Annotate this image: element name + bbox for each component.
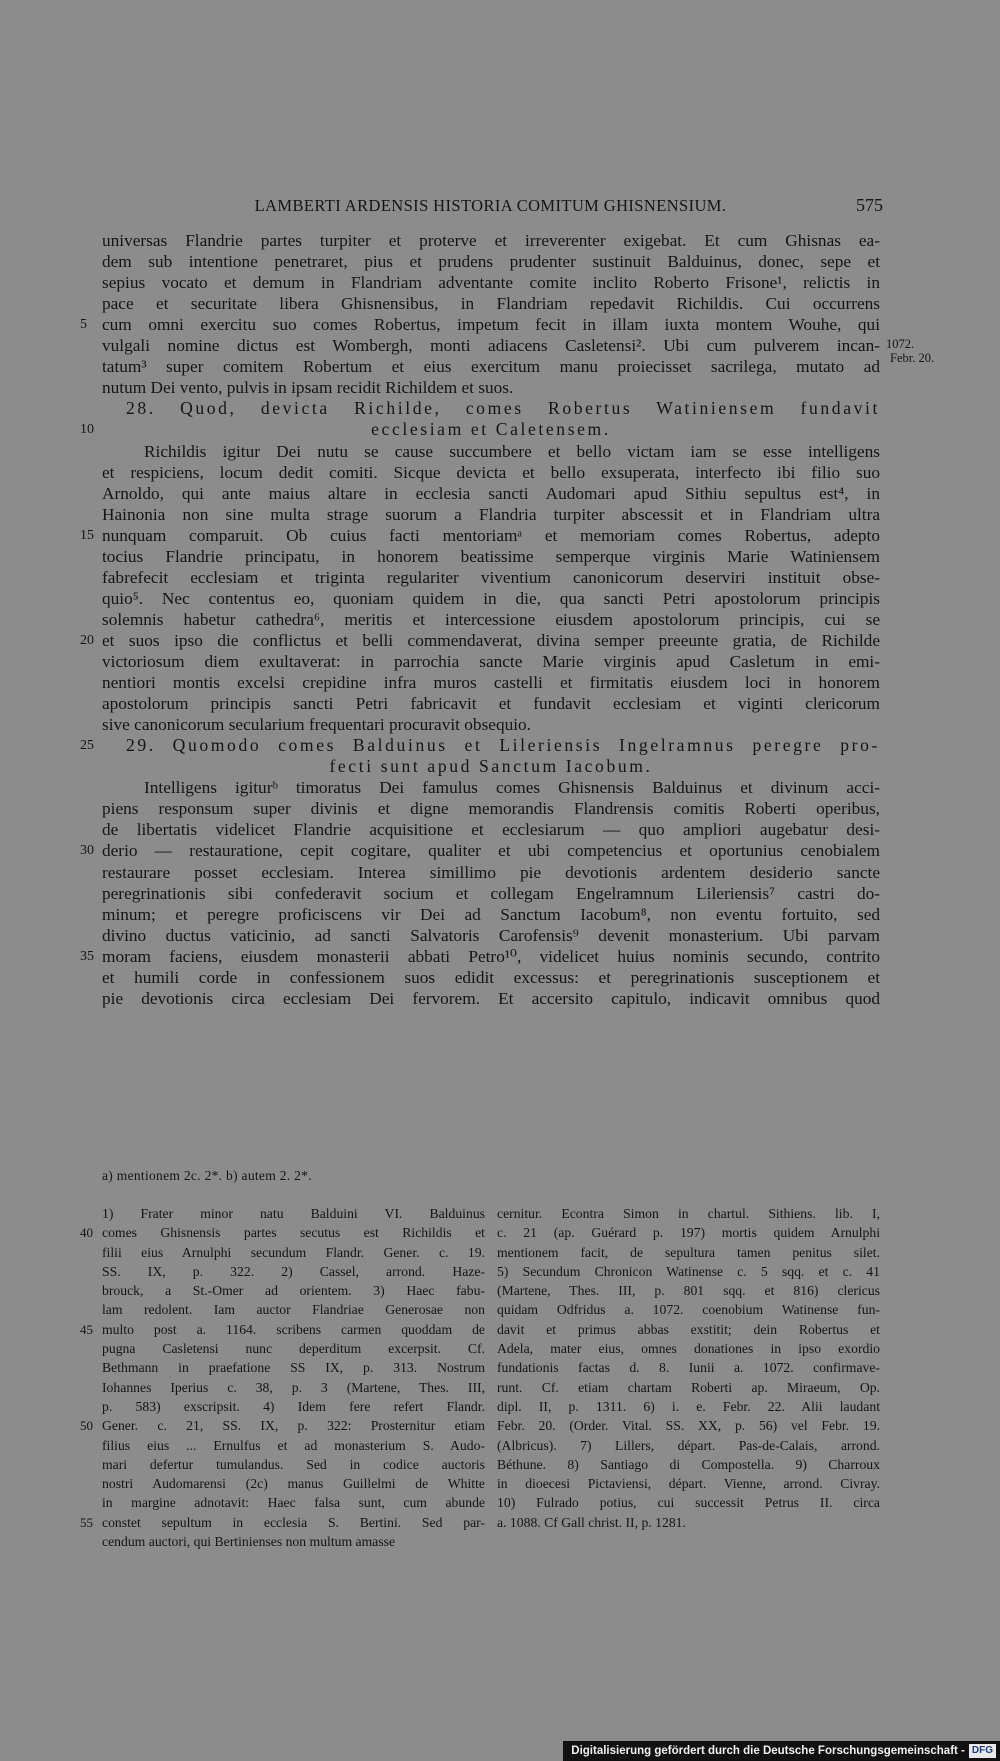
footer-text: Digitalisierung gefördert durch die Deutsche Forschungsgemeinschaft - (571, 1745, 965, 1757)
text-line: solemnis habetur cathedra⁶, meritis et intercessione eiusdem apostolorum principis, cui se (102, 609, 880, 629)
text-line: quio⁵. Nec contentus eo, quoniam quidem in die, qua sancti Petri apostolorum principis (102, 588, 880, 608)
footnote-line: comes Ghisnensis partes secutus est Richildis et (102, 1225, 485, 1241)
text-line: pie devotionis circa ecclesiam Dei fervorem. Et accersito capitulo, indicavit omnibus quod (102, 988, 880, 1008)
line-number: 15 (80, 527, 94, 543)
text-line: fabrefecit ecclesiam et triginta regulariter viventium canonicorum deserviri instituit obse- (102, 567, 880, 587)
footnote-line: runt. Cf. etiam chartam Roberti ap. Miraeum, Op. (497, 1379, 880, 1395)
footnote-line: (Albricus). 7) Lillers, départ. Pas-de-Calais, arrond. (497, 1437, 880, 1453)
text-line: universas Flandrie partes turpiter et proterve et irreverenter exigebat. Et cum Ghisnas ea- (102, 231, 880, 250)
footnote-line: brouck, a St.-Omer ad orientem. 3) Haec fabu- (102, 1283, 485, 1299)
footnote-line: dipl. II, p. 1311. 6) i. e. Febr. 22. Alii laudant (497, 1398, 880, 1414)
footnote-line-number: 45 (80, 1321, 93, 1337)
footnote-line: filius eius ... Ernulfus et ad monasterium S. Audo- (102, 1437, 485, 1453)
footnotes-left-column (102, 1204, 485, 1551)
dfg-logo: DFG (969, 1744, 996, 1758)
footnote-line: p. 583) exscripsit. 4) Idem fere refert Flandr. (102, 1398, 485, 1414)
text-line: moram faciens, eiusdem monasterii abbati Petro¹⁰, videlicet huius nominis secundo, contrito (102, 946, 880, 966)
footnote-line: lam redolent. Iam auctor Flandriae Generosae non (102, 1302, 485, 1318)
footnote-line: Béthune. 8) Santiago di Compostella. 9) Charroux (497, 1456, 880, 1472)
footnote-line: mari defertur tumulandus. Sed in codice auctoris (102, 1456, 485, 1472)
footnote-line: Gener. c. 21, SS. IX, p. 322: Prosternitur etiam (102, 1418, 485, 1434)
margin-date-note (886, 337, 934, 365)
line-number: 30 (80, 843, 94, 859)
footnote-line: SS. IX, p. 322. 2) Cassel, arrond. Haze- (102, 1263, 485, 1279)
footnote-line: 5) Secundum Chronicon Watinense c. 5 sqq. et c. 41 (497, 1263, 880, 1279)
footnote-line: 1) Frater minor natu Balduini VI. Balduinus (102, 1206, 485, 1221)
footnote-line: nostri Audomarensi (2c) manus Guillelmi de Whitte (102, 1476, 485, 1492)
footnote-line: pugna Casletensi nunc deperditum excerpsit. Cf. (102, 1341, 485, 1357)
footnote-line: (Martene, Thes. III, p. 801 sqq. et 816) clericus (497, 1283, 880, 1299)
line-number: 20 (80, 632, 94, 648)
text-line: cum omni exercitu suo comes Robertus, impetum fecit in illam iuxta montem Wouhe, qui (102, 315, 880, 335)
footnote-line: filii eius Arnulphi secundum Flandr. Gener. c. 19. (102, 1244, 485, 1260)
footnote-line: mentionem facit, de sepultura tamen penitus silet. (497, 1244, 880, 1260)
text-line: nutum Dei vento, pulvis in ipsam recidit Richildem et suos. (102, 378, 514, 398)
margin-year: 1072. (886, 337, 915, 351)
footnote-line: in dioecesi Pictaviensi, départ. Vienne, arrond. Civray. (497, 1476, 880, 1492)
footnote-line: cernitur. Econtra Simon in chartul. Sithiens. lib. I, (497, 1206, 880, 1221)
text-line: minum; et peregre proficiscens vir Dei ad Sanctum Iacobum⁸, non eventu fortuito, sed (102, 904, 880, 924)
text-line: vulgali nomine dictus est Wombergh, monti adiacens Casletensi². Ubi cum pulverem incan- (102, 336, 880, 356)
text-line: apostolorum principis sancti Petri fabricavit et fundavit ecclesiam et viginti clericorum (102, 694, 880, 714)
line-number: 25 (80, 738, 94, 754)
footnote-line: a. 1088. Cf Gall christ. II, p. 1281. (497, 1514, 686, 1530)
footnote-line-number: 55 (80, 1514, 93, 1530)
footnote-line: Bethmann in praefatione SS IX, p. 313. Nostrum (102, 1360, 485, 1376)
text-line: victoriosum diem exultaverat: in parrochia sancte Marie virginis apud Casletum in emi- (102, 652, 880, 671)
text-line: nentiori montis excelsi crepidine infra muros castelli et firmitatis eiusdem loci in honorem (102, 673, 880, 693)
text-line: Richildis igitur Dei nutu se cause succumbere et bello victam iam se esse intelligens (144, 441, 880, 461)
margin-date: Febr. 20. (890, 351, 935, 365)
textual-variants: a) mentionem 2c. 2*. b) autem 2. 2*. (102, 1168, 312, 1183)
footnote-line: cendum auctori, qui Bertinienses non multum amasse (102, 1534, 396, 1550)
text-line: derio — restauratione, cepit cogitare, qualiter et ubi competencius et oportunius cenobialem (102, 841, 880, 861)
footnotes-right-column (497, 1204, 880, 1532)
footnote-line: multo post a. 1164. scribens carmen quoddam de (102, 1321, 485, 1337)
digitization-footer (563, 1741, 1000, 1761)
text-line: et humili corde in confessionem suos edidit excessus: et peregrinationis susceptionem et (102, 967, 880, 987)
text-line: tocius Flandrie principatu, in honorem beatissime semperque virginis Marie Watiniensem (102, 546, 880, 566)
section-heading-line: 29. Quomodo comes Balduinus et Lileriensis Ingelramnus peregre pro- (126, 735, 880, 756)
footnote-line: Adela, mater eius, omnes donationes in ipso exordio (497, 1341, 880, 1357)
text-line: et suos ipso die conflictus et belli commendaverat, divina semper preeunte gratia, de Richilde (102, 630, 880, 650)
section-heading-line: fecti sunt apud Sanctum Iacobum. (329, 756, 653, 777)
text-line: restaurare posset ecclesiam. Interea simillimo pie devotionis ardentem desiderio sancte (102, 862, 880, 882)
text-line: sepius vocato et demum in Flandriam adventante comite inclito Roberto Frisone¹, relictis in (102, 273, 880, 293)
footnote-line-number: 40 (80, 1225, 93, 1241)
text-line: dem sub intentione penetraret, pius et prudens prudenter sustinuit Balduinus, donec, sepe et (102, 252, 880, 272)
line-number: 10 (80, 422, 94, 438)
running-title: LAMBERTI ARDENSIS HISTORIA COMITUM GHISNENSIUM. (254, 196, 727, 215)
section-heading-line: ecclesiam et Caletensem. (371, 419, 611, 440)
page-number: 575 (856, 195, 883, 215)
text-line: tatum³ super comitem Robertum et eius exercitum manu proiecisset sacrilega, mutato ad (102, 357, 880, 377)
footnote-line: quidam Odfridus a. 1072. coenobium Watinense fun- (497, 1302, 880, 1318)
footnote-line-number: 50 (80, 1418, 93, 1434)
text-line: divino ductus vaticinio, ad sancti Salvatoris Carofensis⁹ devenit monasterium. Ubi parvam (102, 925, 880, 945)
footnote-line: in margine adnotavit: Haec falsa sunt, cum abunde (102, 1495, 485, 1511)
footnote-line: fundationis factas d. 8. Iunii a. 1072. confirmave- (497, 1360, 880, 1376)
line-number: 5 (80, 317, 87, 333)
text-line: pace et securitate libera Ghisnensibus, in Flandriam repedavit Richildis. Cui occurrens (102, 294, 880, 314)
footnote-line: davit et primus abbas exstitit; dein Robertus et (497, 1321, 880, 1337)
section-heading-line: 28. Quod, devicta Richilde, comes Robertus Watiniensem fundavit (126, 398, 880, 419)
text-line: peregrinationis sibi confederavit socium et collegam Engelramnum Lileriensis⁷ castri do- (102, 883, 880, 903)
text-line: Intelligens igiturᵇ timoratus Dei famulus comes Ghisnensis Balduinus et divinum acci- (144, 778, 880, 798)
line-number: 35 (80, 948, 94, 964)
running-header (98, 196, 883, 218)
text-line: Arnoldo, qui ante maius altare in ecclesia sancti Audomari apud Sithiu sepultus est⁴, in (102, 483, 880, 503)
footnote-line: constet sepultum in ecclesia S. Bertini. Sed par- (102, 1514, 485, 1530)
text-line: Hainonia non sine multa strage suorum a Flandria turpiter abscessit et in Flandriam ultra (102, 504, 880, 524)
text-line: de libertatis videlicet Flandrie acquisitione et ecclesiarum — quo ampliori augebatur desi- (102, 820, 880, 840)
text-line: et respiciens, locum dedit comiti. Sicque devicta et bello exsuperata, interfecto ibi filio suo (102, 462, 880, 482)
text-line: piens responsum super divinis et digne memorandis Flandrensis comitis Roberti operibus, (102, 799, 880, 819)
text-line: sive canonicorum secularium frequentari procuravit obsequio. (102, 715, 532, 735)
text-line: nunquam comparuit. Ob cuius facti mentoriamᵃ et memoriam comes Robertus, adepto (102, 525, 880, 545)
footnote-line: Iohannes Iperius c. 38, p. 3 (Martene, Thes. III, (102, 1379, 485, 1395)
footnote-line: c. 21 (ap. Guérard p. 197) mortis quidem Arnulphi (497, 1225, 880, 1241)
footnote-line: Febr. 20. (Order. Vital. SS. XX, p. 56) vel Febr. 19. (497, 1418, 880, 1434)
footnote-line: 10) Fulrado potius, cui successit Petrus II. circa (497, 1495, 880, 1511)
